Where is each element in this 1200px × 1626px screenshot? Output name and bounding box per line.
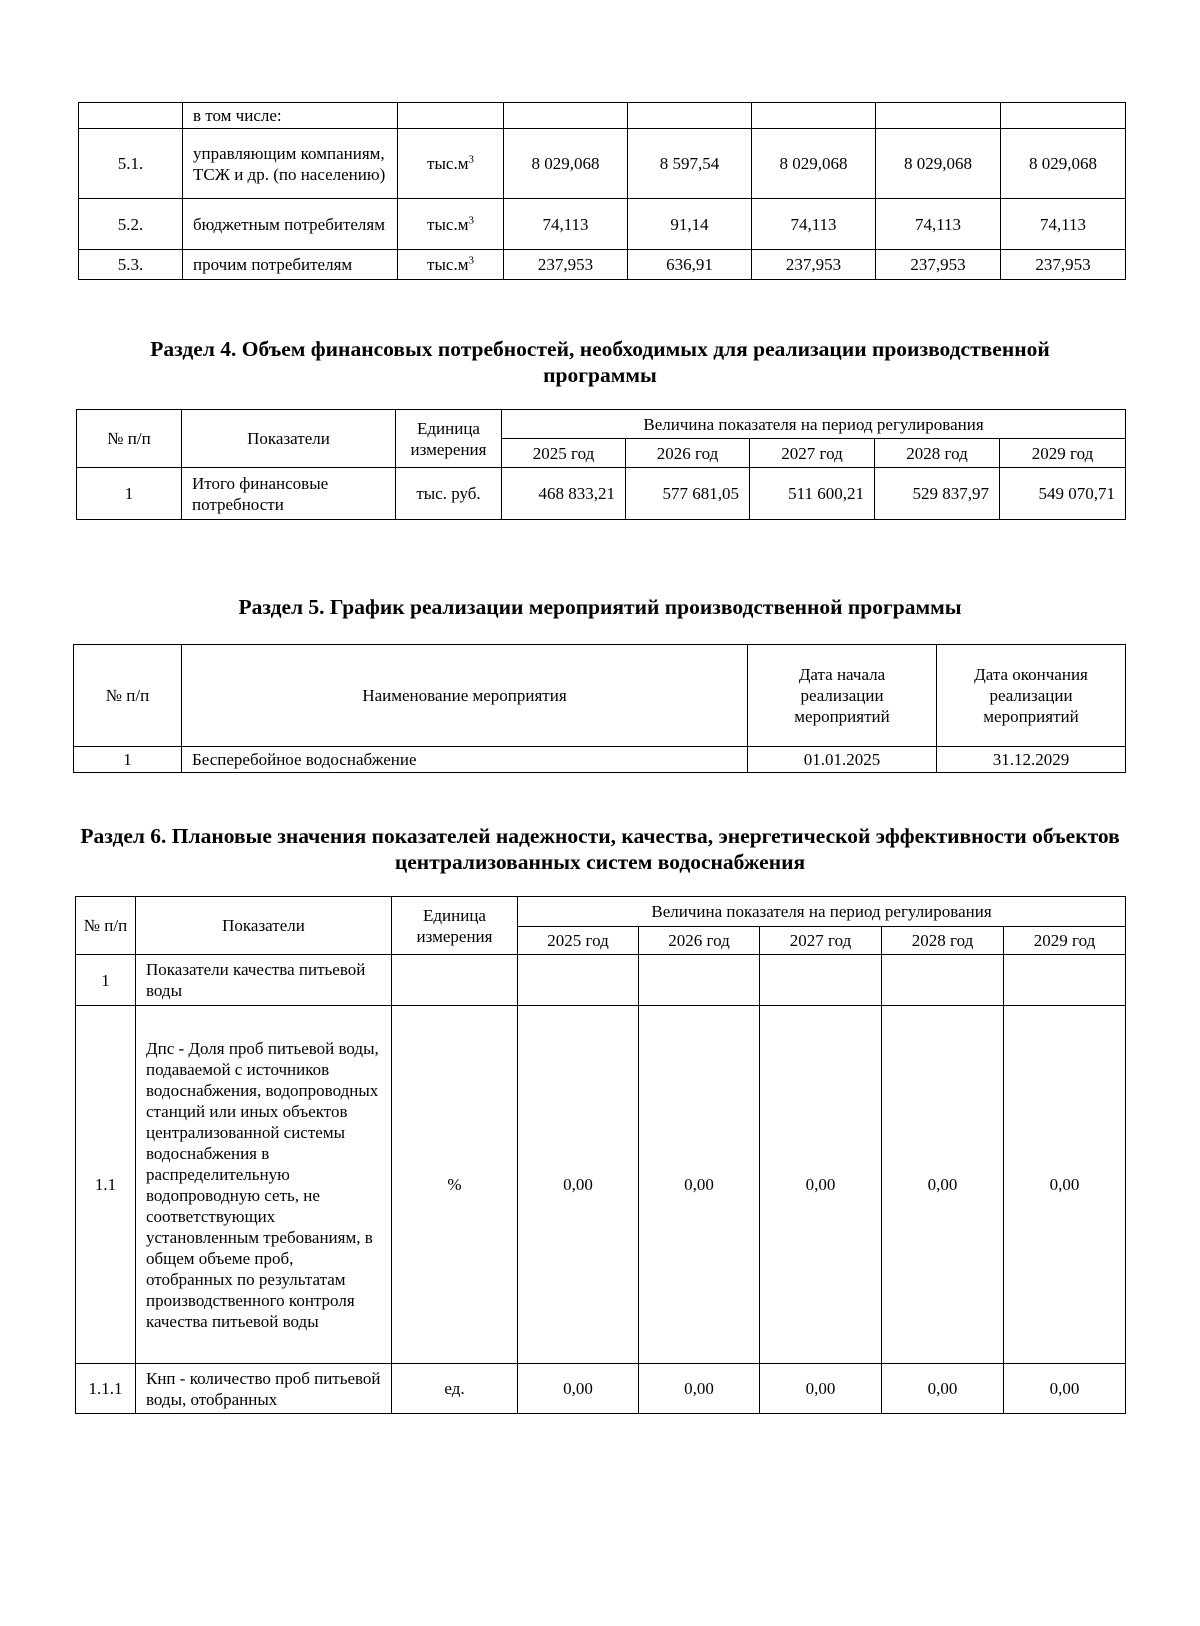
row-num: 1 bbox=[74, 747, 182, 773]
table-header-row bbox=[76, 897, 1126, 927]
value-cell: 237,953 bbox=[1001, 250, 1126, 280]
header-num: № п/п bbox=[76, 897, 136, 955]
unit-superscript: 3 bbox=[468, 153, 474, 166]
value-cell bbox=[752, 103, 876, 129]
header-year: 2026 год bbox=[639, 927, 760, 955]
row-num: 1.1.1 bbox=[76, 1364, 136, 1414]
value-cell: 511 600,21 bbox=[750, 468, 875, 520]
row-end-date: 31.12.2029 bbox=[937, 747, 1126, 773]
value-cell: 0,00 bbox=[639, 1006, 760, 1364]
value-cell: 577 681,05 bbox=[626, 468, 750, 520]
unit-text: тыс.м bbox=[427, 255, 469, 274]
value-cell: 529 837,97 bbox=[875, 468, 1000, 520]
table-row bbox=[79, 103, 1126, 129]
row-name: бюджетным потребителям bbox=[183, 199, 398, 250]
section6-table bbox=[75, 896, 1126, 1414]
row-name: Дпс - Доля проб питьевой воды, подаваемой с источников водоснабжения, водопроводных станций или иных объектов централизованной системы водоснабжения в распределительную водопроводную сеть, не соответствующих установленным требованиям, в общем объеме проб, отобранных по результатам производственного контроля качества питьевой воды bbox=[136, 1006, 392, 1364]
value-cell: 8 029,068 bbox=[752, 129, 876, 199]
row-name: Показатели качества питьевой воды bbox=[136, 955, 392, 1006]
row-num: 5.2. bbox=[79, 199, 183, 250]
header-end-date: Дата окончания реализации мероприятий bbox=[937, 645, 1126, 747]
header-period: Величина показателя на период регулирования bbox=[518, 897, 1126, 927]
header-unit: Единица измерения bbox=[392, 897, 518, 955]
row-name: Бесперебойное водоснабжение bbox=[182, 747, 748, 773]
value-cell bbox=[504, 103, 628, 129]
row-num: 5.3. bbox=[79, 250, 183, 280]
value-cell: 237,953 bbox=[504, 250, 628, 280]
row-name: Итого финансовые потребности bbox=[182, 468, 396, 520]
value-cell: 91,14 bbox=[628, 199, 752, 250]
row-name: управляющим компаниям, ТСЖ и др. (по населению) bbox=[183, 129, 398, 199]
table-row bbox=[76, 1364, 1126, 1414]
row-num: 5.1. bbox=[79, 129, 183, 199]
value-cell: 8 597,54 bbox=[628, 129, 752, 199]
table-row bbox=[76, 1006, 1126, 1364]
row-num: 1 bbox=[76, 955, 136, 1006]
value-cell bbox=[882, 955, 1004, 1006]
section6-title: Раздел 6. Плановые значения показателей надежности, качества, энергетической эффективности объектов централизованных систем водоснабжения bbox=[80, 824, 1120, 874]
table-row bbox=[79, 250, 1126, 280]
row-unit: % bbox=[392, 1006, 518, 1364]
row-unit bbox=[398, 103, 504, 129]
value-cell bbox=[1001, 103, 1126, 129]
header-period: Величина показателя на период регулирования bbox=[502, 410, 1126, 439]
header-year: 2029 год bbox=[1004, 927, 1126, 955]
section5-title: Раздел 5. График реализации мероприятий производственной программы bbox=[238, 595, 962, 619]
header-year: 2027 год bbox=[750, 439, 875, 468]
value-cell: 0,00 bbox=[1004, 1364, 1126, 1414]
value-cell bbox=[628, 103, 752, 129]
row-name: в том числе: bbox=[183, 103, 398, 129]
value-cell: 0,00 bbox=[882, 1006, 1004, 1364]
value-cell: 74,113 bbox=[876, 199, 1001, 250]
row-start-date: 01.01.2025 bbox=[748, 747, 937, 773]
row-num: 1 bbox=[77, 468, 182, 520]
table-row bbox=[79, 129, 1126, 199]
row-unit bbox=[392, 955, 518, 1006]
value-cell bbox=[876, 103, 1001, 129]
row-name: прочим потребителям bbox=[183, 250, 398, 280]
row-name: Кнп - количество проб питьевой воды, отобранных bbox=[136, 1364, 392, 1414]
value-cell: 237,953 bbox=[752, 250, 876, 280]
value-cell bbox=[639, 955, 760, 1006]
value-cell: 636,91 bbox=[628, 250, 752, 280]
header-year: 2027 год bbox=[760, 927, 882, 955]
table-row bbox=[76, 955, 1126, 1006]
value-cell: 8 029,068 bbox=[504, 129, 628, 199]
row-unit: ед. bbox=[392, 1364, 518, 1414]
value-cell: 74,113 bbox=[752, 199, 876, 250]
row-num: 1.1 bbox=[76, 1006, 136, 1364]
value-cell: 0,00 bbox=[1004, 1006, 1126, 1364]
header-year: 2025 год bbox=[518, 927, 639, 955]
section3-tail-table bbox=[78, 102, 1126, 280]
header-name: Наименование мероприятия bbox=[182, 645, 748, 747]
value-cell bbox=[1004, 955, 1126, 1006]
value-cell bbox=[518, 955, 639, 1006]
unit-text: тыс.м bbox=[427, 214, 469, 234]
value-cell: 8 029,068 bbox=[1001, 129, 1126, 199]
row-unit bbox=[398, 250, 504, 280]
value-cell: 0,00 bbox=[760, 1006, 882, 1364]
row-unit bbox=[398, 129, 504, 199]
section4-title: Раздел 4. Объем финансовых потребностей, необходимых для реализации производственной программы bbox=[150, 337, 1050, 387]
table-row bbox=[77, 468, 1126, 520]
header-year: 2029 год bbox=[1000, 439, 1126, 468]
value-cell: 468 833,21 bbox=[502, 468, 626, 520]
value-cell bbox=[760, 955, 882, 1006]
value-cell: 237,953 bbox=[876, 250, 1001, 280]
header-year: 2028 год bbox=[875, 439, 1000, 468]
header-num: № п/п bbox=[74, 645, 182, 747]
value-cell: 0,00 bbox=[518, 1006, 639, 1364]
unit-superscript: 3 bbox=[468, 254, 474, 267]
table-row bbox=[79, 199, 1126, 250]
table-row bbox=[74, 747, 1126, 773]
header-name: Показатели bbox=[136, 897, 392, 955]
section4-table bbox=[76, 409, 1126, 520]
header-year: 2028 год bbox=[882, 927, 1004, 955]
value-cell: 0,00 bbox=[518, 1364, 639, 1414]
row-unit bbox=[398, 199, 504, 250]
value-cell: 549 070,71 bbox=[1000, 468, 1126, 520]
value-cell: 0,00 bbox=[760, 1364, 882, 1414]
row-unit: тыс. руб. bbox=[396, 468, 502, 520]
unit-text: тыс.м bbox=[427, 154, 469, 173]
value-cell: 0,00 bbox=[639, 1364, 760, 1414]
unit-superscript: 3 bbox=[468, 213, 474, 226]
header-unit: Единица измерения bbox=[396, 410, 502, 468]
header-num: № п/п bbox=[77, 410, 182, 468]
table-header-row bbox=[74, 645, 1126, 747]
value-cell: 8 029,068 bbox=[876, 129, 1001, 199]
value-cell: 74,113 bbox=[504, 199, 628, 250]
header-year: 2026 год bbox=[626, 439, 750, 468]
value-cell: 74,113 bbox=[1001, 199, 1126, 250]
row-num bbox=[79, 103, 183, 129]
table-header-row bbox=[77, 410, 1126, 439]
value-cell: 0,00 bbox=[882, 1364, 1004, 1414]
header-name: Показатели bbox=[182, 410, 396, 468]
header-start-date: Дата начала реализации мероприятий bbox=[748, 645, 937, 747]
header-year: 2025 год bbox=[502, 439, 626, 468]
section5-table bbox=[73, 644, 1126, 773]
